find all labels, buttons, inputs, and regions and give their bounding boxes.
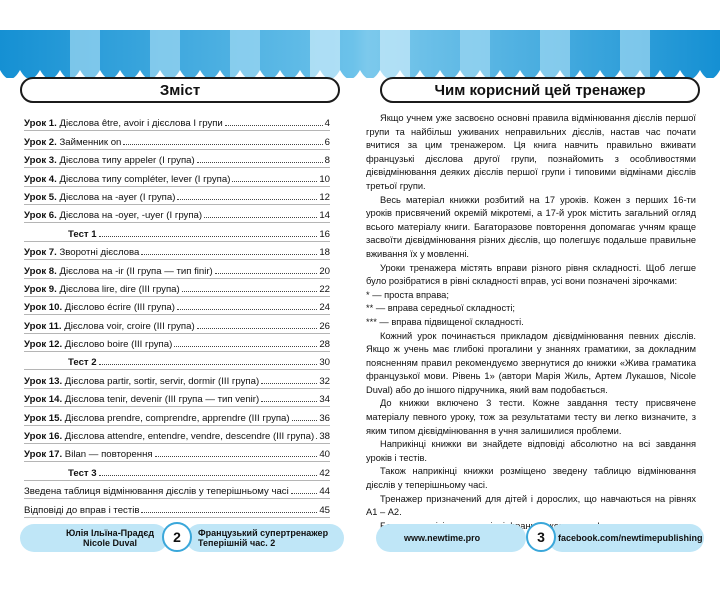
book-line-1: Французький супертренажер xyxy=(198,528,329,538)
toc-entry-number: Урок 17. xyxy=(24,449,63,461)
toc-leader-dots xyxy=(204,217,317,218)
table-of-contents xyxy=(24,113,330,518)
toc-leader-dots xyxy=(261,383,317,384)
toc-page-number: 26 xyxy=(319,320,330,332)
left-page-number: 2 xyxy=(162,522,192,552)
toc-entry-number: Урок 5. xyxy=(24,191,57,203)
toc-entry-number: Урок 15. xyxy=(24,412,63,424)
toc-row xyxy=(24,370,330,388)
toc-entry-text: Дієслова être, avoir і дієслова I групи xyxy=(56,118,223,130)
toc-page-number: 38 xyxy=(319,431,330,443)
toc-row xyxy=(24,481,330,499)
toc-row xyxy=(24,131,330,149)
toc-leader-dots xyxy=(291,493,318,494)
toc-entry-label xyxy=(24,486,289,497)
toc-row xyxy=(24,260,330,278)
toc-row xyxy=(24,242,330,260)
toc-entry-label xyxy=(24,210,202,221)
toc-entry-label xyxy=(24,449,153,460)
toc-row xyxy=(24,223,330,241)
toc-page-number: 24 xyxy=(319,302,330,314)
toc-leader-dots xyxy=(99,364,318,365)
toc-row xyxy=(24,113,330,131)
toc-entry-label xyxy=(24,376,259,387)
toc-entry-label xyxy=(24,155,195,166)
toc-entry-number: Урок 8. xyxy=(24,265,57,277)
toc-row xyxy=(24,150,330,168)
toc-leader-dots xyxy=(182,291,318,292)
footer-facebook-link[interactable]: facebook.com/newtimepublishing xyxy=(558,533,703,543)
toc-page-number: 30 xyxy=(319,357,330,369)
toc-leader-dots xyxy=(174,346,317,347)
toc-page-number: 36 xyxy=(319,412,330,424)
toc-entry-label xyxy=(24,247,139,258)
intro-paragraph: Також наприкінці книжки розміщено зведену таблицю відмінювання дієслів у теперішньому часі. xyxy=(366,466,696,491)
toc-page-number: 28 xyxy=(319,339,330,351)
toc-page-number: 16 xyxy=(319,228,330,240)
toc-row xyxy=(24,315,330,333)
toc-entry-text: Дієслова lire, dire (III група) xyxy=(56,283,180,295)
toc-leader-dots xyxy=(177,199,317,200)
toc-entry-number: Тест 2 xyxy=(68,357,97,369)
toc-leader-dots xyxy=(261,401,317,402)
toc-page-number: 14 xyxy=(319,210,330,222)
intro-paragraph: *** — вправа підвищеної складності. xyxy=(366,316,524,327)
toc-title: Зміст xyxy=(159,81,201,99)
footer-site-link[interactable]: www.newtime.pro xyxy=(404,533,481,543)
toc-leader-dots xyxy=(292,420,318,421)
toc-page-number: 12 xyxy=(319,191,330,203)
footer-book-title xyxy=(198,528,328,548)
toc-row xyxy=(24,352,330,370)
toc-entry-number: Урок 4. xyxy=(24,173,57,185)
toc-entry-label xyxy=(24,431,314,442)
toc-entry-text: Дієслова типу compléter, lever (I група) xyxy=(56,173,231,185)
toc-entry-text: Дієслова voir, croire (III група) xyxy=(61,320,195,332)
toc-entry-number: Урок 1. xyxy=(24,118,57,130)
right-page-number: 3 xyxy=(526,522,556,552)
intro-paragraph: Кожний урок починається прикладом дієвідмінювання певних дієслів. Якщо ж учень має глибокі прогалини у знаннях граматики, за докладним поясненням правил рекомендуємо звернутися до книжки «Жива граматика французької мови. Рівень 1» (автори Марія Жиль, Артем Лукашов, Nicole Duval) або до іншого підручника, який вам подобається. xyxy=(366,330,696,395)
toc-entry-label xyxy=(24,339,172,350)
toc-page-number: 44 xyxy=(319,486,330,498)
toc-entry-text: Дієслова tenir, devenir (III група — тип venir) xyxy=(62,394,260,406)
book-line-2: Теперішній час. 2 xyxy=(198,538,276,548)
intro-paragraph: * — проста вправа; xyxy=(366,289,449,300)
toc-entry-text: Дієслова prendre, comprendre, apprendre (III група) xyxy=(62,412,290,424)
toc-entry-text: Зворотні дієслова xyxy=(56,247,140,259)
toc-entry-number: Урок 12. xyxy=(24,339,63,351)
toc-leader-dots xyxy=(215,273,318,274)
intro-paragraph: До книжки включено 3 тести. Кожне завдання тесту присвячене матеріалу певного уроку, тож за результатами тесту ви легко визначите, з яким типом дієвідмінювання в учня залишилися проблеми. xyxy=(366,398,696,436)
intro-text xyxy=(366,112,696,533)
intro-paragraph: Уроки тренажера містять вправи різного рівня складності. Щоб легше було розібратися в рівні складності вправ, усі вони позначені зірочками: xyxy=(366,262,696,287)
toc-leader-dots xyxy=(197,328,318,329)
toc-leader-dots xyxy=(197,162,323,163)
toc-entry-label xyxy=(24,357,97,368)
toc-leader-dots xyxy=(316,438,317,439)
toc-page-number: 45 xyxy=(319,504,330,516)
toc-entry-number: Тест 1 xyxy=(68,228,97,240)
toc-page-number: 18 xyxy=(319,247,330,259)
toc-entry-number: Урок 9. xyxy=(24,283,57,295)
toc-entry-number: Урок 2. xyxy=(24,136,57,148)
toc-entry-label xyxy=(24,468,97,479)
toc-leader-dots xyxy=(177,309,317,310)
toc-page-number: 10 xyxy=(319,173,330,185)
toc-row xyxy=(24,205,330,223)
toc-row xyxy=(24,407,330,425)
toc-leader-dots xyxy=(99,236,318,237)
toc-page-number: 6 xyxy=(324,136,330,148)
toc-entry-text: Займенник on xyxy=(56,136,122,148)
toc-entry-label xyxy=(24,266,213,277)
toc-row xyxy=(24,334,330,352)
toc-entry-text: Зведена таблиця відмінювання дієслів у теперішньому часі xyxy=(24,486,289,498)
toc-entry-number: Урок 13. xyxy=(24,375,63,387)
toc-entry-label xyxy=(24,413,290,424)
toc-leader-dots xyxy=(123,144,322,145)
toc-leader-dots xyxy=(232,181,317,182)
intro-paragraph: ** — вправа середньої складності; xyxy=(366,303,515,314)
toc-entry-label xyxy=(24,505,139,516)
footer-author xyxy=(60,528,160,548)
toc-entry-text: Дієслово écrire (III група) xyxy=(62,302,175,314)
toc-entry-text: Відповіді до вправ і тестів xyxy=(24,504,140,516)
toc-entry-text: Дієслова на -ayer (I група) xyxy=(56,191,176,203)
toc-row xyxy=(24,444,330,462)
toc-entry-number: Урок 10. xyxy=(24,302,63,314)
toc-leader-dots xyxy=(141,512,317,513)
author-line-2: Nicole Duval xyxy=(82,538,138,548)
toc-entry-number: Урок 7. xyxy=(24,247,57,259)
toc-entry-label xyxy=(24,394,259,405)
toc-entry-text: Дієслова partir, sortir, servir, dormir (III група) xyxy=(62,375,260,387)
toc-title-box xyxy=(20,77,340,103)
toc-entry-text: Bilan — повторення xyxy=(62,449,153,461)
toc-leader-dots xyxy=(155,456,318,457)
toc-entry-text: Дієслова типу appeler (I група) xyxy=(56,155,195,167)
toc-page-number: 32 xyxy=(319,375,330,387)
toc-entry-text: Дієслова attendre, entendre, vendre, descendre (III група) xyxy=(62,431,315,443)
toc-row xyxy=(24,389,330,407)
toc-page-number: 8 xyxy=(324,155,330,167)
toc-row xyxy=(24,279,330,297)
toc-entry-label xyxy=(24,192,175,203)
toc-leader-dots xyxy=(225,125,323,126)
author-line-1: Юлія Ільїна-Прадєд xyxy=(65,528,155,538)
footer xyxy=(0,524,720,554)
toc-entry-label xyxy=(24,137,121,148)
toc-leader-dots xyxy=(99,475,318,476)
intro-title: Чим корисний цей тренажер xyxy=(434,81,646,99)
toc-page-number: 22 xyxy=(319,283,330,295)
intro-paragraph: Наприкінці книжки ви знайдете відповіді абсолютно на всі завдання уроків і тестів. xyxy=(366,439,696,463)
toc-leader-dots xyxy=(141,254,317,255)
toc-page-number: 20 xyxy=(319,265,330,277)
toc-row xyxy=(24,499,330,517)
toc-row xyxy=(24,297,330,315)
toc-page-number: 40 xyxy=(319,449,330,461)
intro-title-box xyxy=(380,77,700,103)
toc-entry-number: Урок 16. xyxy=(24,431,63,443)
toc-entry-number: Урок 6. xyxy=(24,210,57,222)
toc-entry-text: Дієслова на -ir (II група — тип finir) xyxy=(56,265,213,277)
toc-entry-text: Дієслово boire (III група) xyxy=(62,339,173,351)
toc-page-number: 42 xyxy=(319,467,330,479)
toc-entry-label xyxy=(24,321,195,332)
toc-entry-number: Тест 3 xyxy=(68,467,97,479)
toc-row xyxy=(24,187,330,205)
toc-entry-label xyxy=(24,284,180,295)
toc-row xyxy=(24,168,330,186)
toc-entry-text: Дієслова на -oyer, -uyer (I група) xyxy=(56,210,203,222)
toc-entry-label xyxy=(24,229,97,240)
toc-entry-number: Урок 14. xyxy=(24,394,63,406)
toc-entry-number: Урок 3. xyxy=(24,155,57,167)
toc-row xyxy=(24,462,330,480)
intro-paragraph: Тренажер призначений для дітей і дорослих, що навчаються на рівнях А1 – А2. xyxy=(366,493,696,518)
left-page xyxy=(0,0,354,608)
toc-entry-label xyxy=(24,174,230,185)
toc-entry-label xyxy=(24,302,175,313)
intro-paragraph: Якщо учнем уже засвоєно основні правила відмінювання дієслів першої групи та найбільш уживаних неправильних дієслів, настав час почати вчитися за цим тренажером. Ця книга навчить правильно вживати французькі дієслова другої групи, познайомить з особливостями дієвідмінювання деяких дієслів першої групи і типовими відмінами дієслів третьої групи. xyxy=(366,113,696,191)
right-page xyxy=(366,0,720,608)
toc-row xyxy=(24,426,330,444)
intro-paragraph: Весь матеріал книжки розбитий на 17 уроків. Кожен з перших 16-ти уроків присвячений окремій мікротемі, а 17-й урок містить загальний огляд всього матеріалу книги. Багаторазове повторення допомагає учням краще засвоїти дієвідмінювання різних дієслів, що полегшує подальше правильне вживання їх у мовленні. xyxy=(366,194,696,259)
toc-page-number: 4 xyxy=(324,118,330,130)
toc-entry-label xyxy=(24,118,223,129)
toc-page-number: 34 xyxy=(319,394,330,406)
toc-entry-number: Урок 11. xyxy=(24,320,62,332)
